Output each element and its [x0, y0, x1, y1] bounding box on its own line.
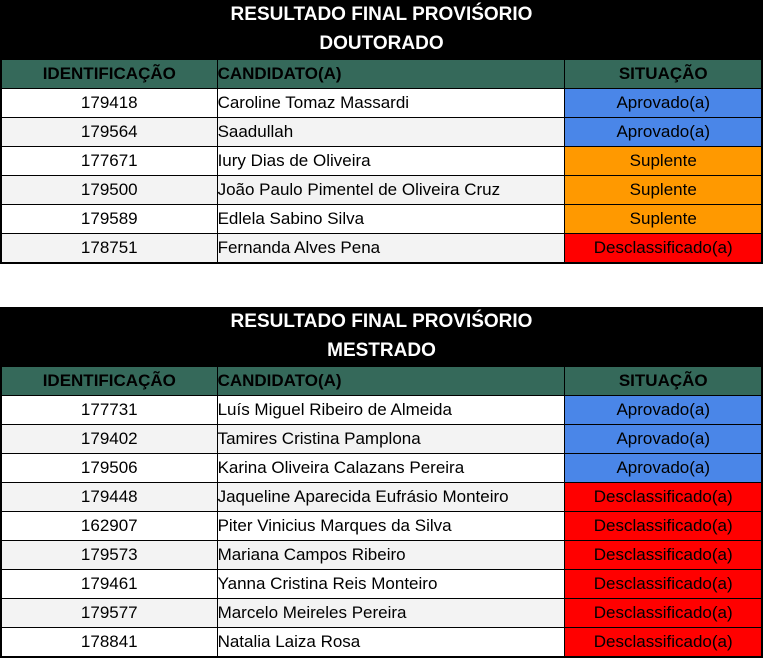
candidate-name-cell: Jaqueline Aparecida Eufrásio Monteiro	[217, 483, 565, 512]
candidate-name-cell: Piter Vinicius Marques da Silva	[217, 512, 565, 541]
doutorado-section	[0, 0, 763, 264]
candidate-id-cell: 177671	[1, 147, 217, 176]
table-row	[1, 454, 762, 483]
candidate-id-cell: 179461	[1, 570, 217, 599]
status-cell: Desclassificado(a)	[565, 483, 762, 512]
column-header-identificacao: IDENTIFICAÇÃO	[1, 59, 217, 89]
table-row	[1, 541, 762, 570]
candidate-name-cell: Fernanda Alves Pena	[217, 234, 565, 264]
table-row	[1, 234, 762, 264]
candidate-name-cell: Marcelo Meireles Pereira	[217, 599, 565, 628]
column-header-situacao: SITUAÇÃO	[565, 366, 762, 396]
mestrado-table-body	[1, 396, 762, 658]
candidate-name-cell: Edlela Sabino Silva	[217, 205, 565, 234]
candidate-id-cell: 179402	[1, 425, 217, 454]
candidate-name-cell: João Paulo Pimentel de Oliveira Cruz	[217, 176, 565, 205]
status-cell: Suplente	[565, 176, 762, 205]
header-row	[1, 366, 762, 396]
table-row	[1, 599, 762, 628]
doutorado-table	[0, 58, 763, 264]
doutorado-title-block	[0, 0, 763, 58]
candidate-id-cell: 179564	[1, 118, 217, 147]
status-cell: Desclassificado(a)	[565, 541, 762, 570]
candidate-name-cell: Saadullah	[217, 118, 565, 147]
column-header-candidato: CANDIDATO(A)	[217, 366, 565, 396]
table-row	[1, 147, 762, 176]
table-row	[1, 89, 762, 118]
column-header-identificacao: IDENTIFICAÇÃO	[1, 366, 217, 396]
candidate-id-cell: 177731	[1, 396, 217, 425]
title-line-2: MESTRADO	[327, 340, 436, 361]
status-cell: Desclassificado(a)	[565, 570, 762, 599]
status-cell: Aprovado(a)	[565, 396, 762, 425]
table-row	[1, 118, 762, 147]
mestrado-title-block	[0, 307, 763, 365]
table-row	[1, 483, 762, 512]
candidate-id-cell: 179500	[1, 176, 217, 205]
mestrado-section	[0, 307, 763, 658]
doutorado-table-header	[1, 59, 762, 89]
candidate-name-cell: Tamires Cristina Pamplona	[217, 425, 565, 454]
status-cell: Desclassificado(a)	[565, 512, 762, 541]
candidate-name-cell: Karina Oliveira Calazans Pereira	[217, 454, 565, 483]
mestrado-table-header	[1, 366, 762, 396]
candidate-id-cell: 178841	[1, 628, 217, 658]
title-line-1: RESULTADO FINAL PROVIŚORIO	[230, 4, 533, 25]
status-cell: Aprovado(a)	[565, 425, 762, 454]
doutorado-table-body	[1, 89, 762, 264]
table-row	[1, 628, 762, 658]
title-line-2: DOUTORADO	[319, 33, 444, 54]
candidate-id-cell: 179418	[1, 89, 217, 118]
candidate-id-cell: 162907	[1, 512, 217, 541]
candidate-name-cell: Mariana Campos Ribeiro	[217, 541, 565, 570]
status-cell: Aprovado(a)	[565, 89, 762, 118]
tables-gap	[0, 264, 763, 307]
candidate-name-cell: Caroline Tomaz Massardi	[217, 89, 565, 118]
status-cell: Desclassificado(a)	[565, 599, 762, 628]
column-header-situacao: SITUAÇÃO	[565, 59, 762, 89]
table-row	[1, 176, 762, 205]
status-cell: Aprovado(a)	[565, 118, 762, 147]
mestrado-table	[0, 365, 763, 658]
candidate-id-cell: 179589	[1, 205, 217, 234]
status-cell: Suplente	[565, 205, 762, 234]
candidate-id-cell: 179577	[1, 599, 217, 628]
candidate-id-cell: 179573	[1, 541, 217, 570]
table-row	[1, 396, 762, 425]
status-cell: Suplente	[565, 147, 762, 176]
table-row	[1, 512, 762, 541]
table-row	[1, 570, 762, 599]
column-header-candidato: CANDIDATO(A)	[217, 59, 565, 89]
table-row	[1, 425, 762, 454]
status-cell: Desclassificado(a)	[565, 234, 762, 264]
header-row	[1, 59, 762, 89]
candidate-id-cell: 179448	[1, 483, 217, 512]
candidate-id-cell: 178751	[1, 234, 217, 264]
status-cell: Desclassificado(a)	[565, 628, 762, 658]
candidate-name-cell: Iury Dias de Oliveira	[217, 147, 565, 176]
title-line-1: RESULTADO FINAL PROVIŚORIO	[230, 311, 533, 332]
table-row	[1, 205, 762, 234]
candidate-name-cell: Yanna Cristina Reis Monteiro	[217, 570, 565, 599]
candidate-id-cell: 179506	[1, 454, 217, 483]
status-cell: Aprovado(a)	[565, 454, 762, 483]
candidate-name-cell: Natalia Laiza Rosa	[217, 628, 565, 658]
candidate-name-cell: Luís Miguel Ribeiro de Almeida	[217, 396, 565, 425]
